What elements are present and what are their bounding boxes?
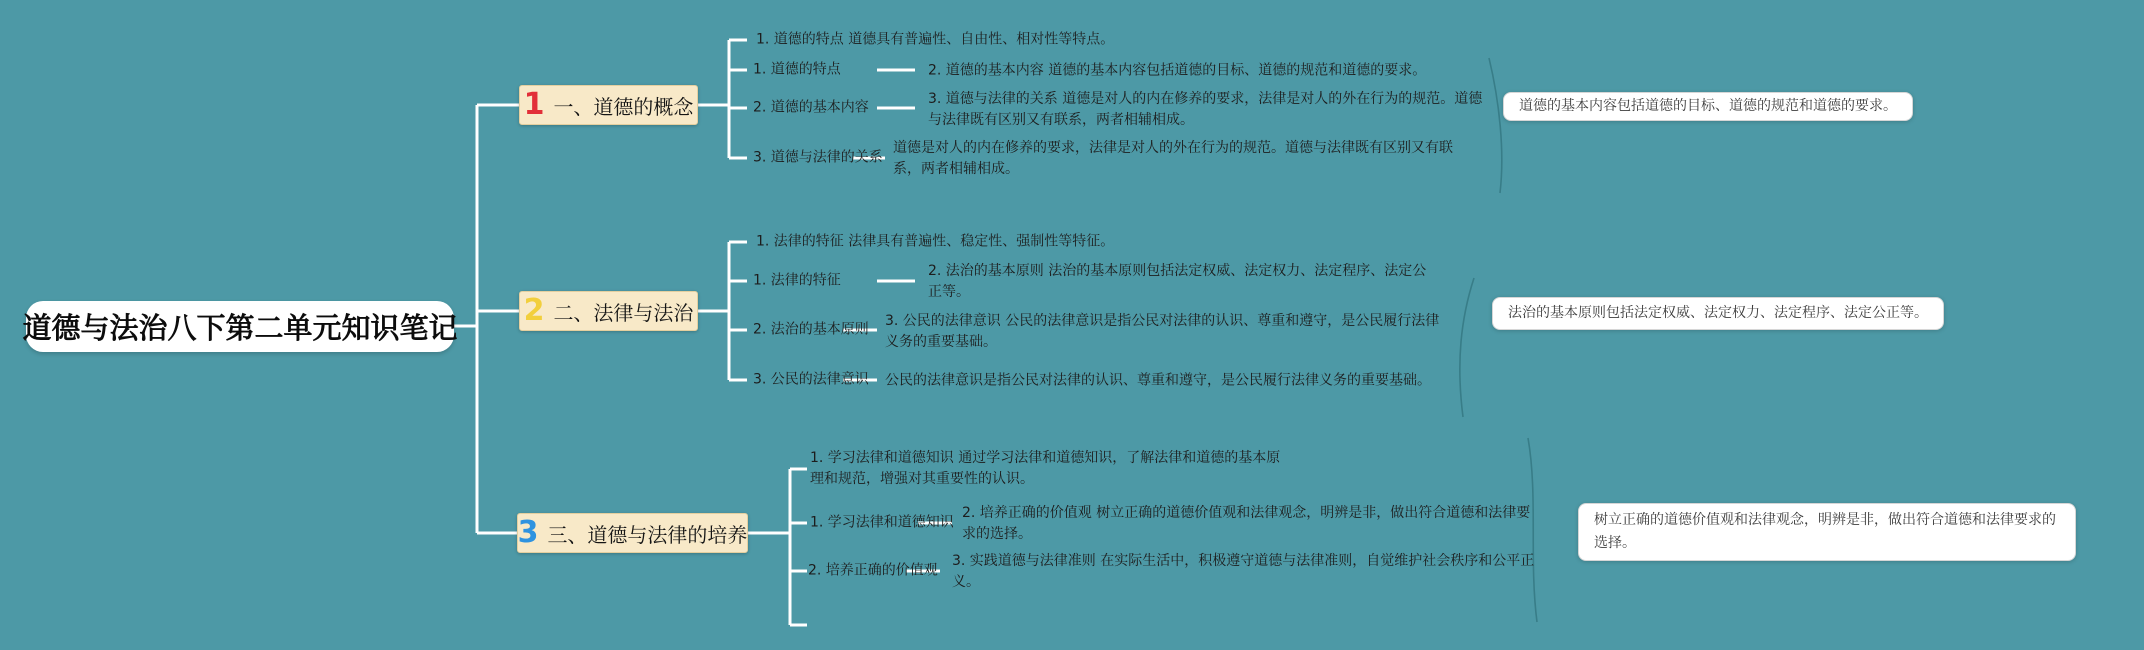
branch1-row1-leaf[interactable]: 1. 道德的特点 道德具有普遍性、自由性、相对性等特点。: [756, 31, 1115, 48]
summary-curve-2: [1460, 278, 1474, 417]
branch2-row1-leaf[interactable]: 1. 法律的特征 法律具有普遍性、稳定性、强制性等特征。: [756, 233, 1115, 250]
root-topic[interactable]: [22, 301, 458, 352]
branch2-label: 二、法律与法治: [553, 300, 694, 325]
branch3-number-badge: 3: [517, 515, 539, 550]
branch3-summary-callout[interactable]: 树立正确的道德价值观和法律观念，明辨是非，做出符合道德和法律要求的选择。: [1578, 503, 2076, 561]
branch1-topic[interactable]: [519, 85, 698, 125]
branch2-row3-node[interactable]: 2. 法治的基本原则: [753, 321, 869, 338]
branch3-row3-node[interactable]: 2. 培养正确的价值观: [808, 562, 938, 579]
branch3-row3-child[interactable]: 3. 实践道德与法律准则 在实际生活中，积极遵守道德与法律准则，自觉维护社会秩序和公平正义。: [952, 553, 1535, 590]
branch1-row4-child[interactable]: 道德是对人的内在修养的要求，法律是对人的外在行为的规范。道德与法律既有区别又有联系，两者相辅相成。: [893, 140, 1453, 177]
branch1-summary-callout[interactable]: 道德的基本内容包括道德的目标、道德的规范和道德的要求。: [1503, 92, 1913, 121]
branch3-topic[interactable]: [517, 513, 748, 553]
branch1-row3-node[interactable]: 2. 道德的基本内容: [753, 99, 869, 116]
branch2-number-badge: 2: [523, 293, 545, 328]
branch2-summary-callout[interactable]: 法治的基本原则包括法定权威、法定权力、法定程序、法定公正等。: [1492, 297, 1944, 330]
branch2-row4-node[interactable]: 3. 公民的法律意识: [753, 371, 869, 388]
summary-curve-1: [1489, 58, 1502, 193]
branch3-row1-leaf[interactable]: 1. 学习法律和道德知识 通过学习法律和道德知识，了解法律和道德的基本原理和规范，增强对其重要性的认识。: [810, 450, 1281, 487]
branch3-row2-node[interactable]: 1. 学习法律和道德知识: [810, 514, 954, 531]
branch1-row4-node[interactable]: 3. 道德与法律的关系: [753, 149, 883, 166]
root-topic-label: 道德与法治八下第二单元知识笔记: [22, 311, 458, 345]
branch3-label: 三、道德与法律的培养: [547, 522, 748, 547]
branch2-row2-node[interactable]: 1. 法律的特征: [753, 272, 841, 289]
branch1-row2-node[interactable]: 1. 道德的特点: [753, 61, 841, 78]
branch2-row3-child[interactable]: 3. 公民的法律意识 公民的法律意识是指公民对法律的认识、尊重和遵守，是公民履行法律义务的重要基础。: [885, 313, 1440, 350]
branch1-row2-child[interactable]: 2. 道德的基本内容 道德的基本内容包括道德的目标、道德的规范和道德的要求。: [928, 62, 1427, 79]
branch1-label: 一、道德的概念: [553, 94, 694, 119]
branch1-number-badge: 1: [523, 87, 545, 122]
branch3-row2-child[interactable]: 2. 培养正确的价值观 树立正确的道德价值观和法律观念，明辨是非，做出符合道德和法律要求的选择。: [962, 505, 1531, 542]
branch1-row3-child[interactable]: 3. 道德与法律的关系 道德是对人的内在修养的要求，法律是对人的外在行为的规范。道德与法律既有区别又有联系，两者相辅相成。: [928, 91, 1483, 128]
branch2-row4-child[interactable]: 公民的法律意识是指公民对法律的认识、尊重和遵守，是公民履行法律义务的重要基础。: [885, 372, 1431, 389]
branch2-topic[interactable]: [519, 291, 698, 331]
branch2-row2-child[interactable]: 2. 法治的基本原则 法治的基本原则包括法定权威、法定权力、法定程序、法定公正等。: [928, 263, 1427, 300]
